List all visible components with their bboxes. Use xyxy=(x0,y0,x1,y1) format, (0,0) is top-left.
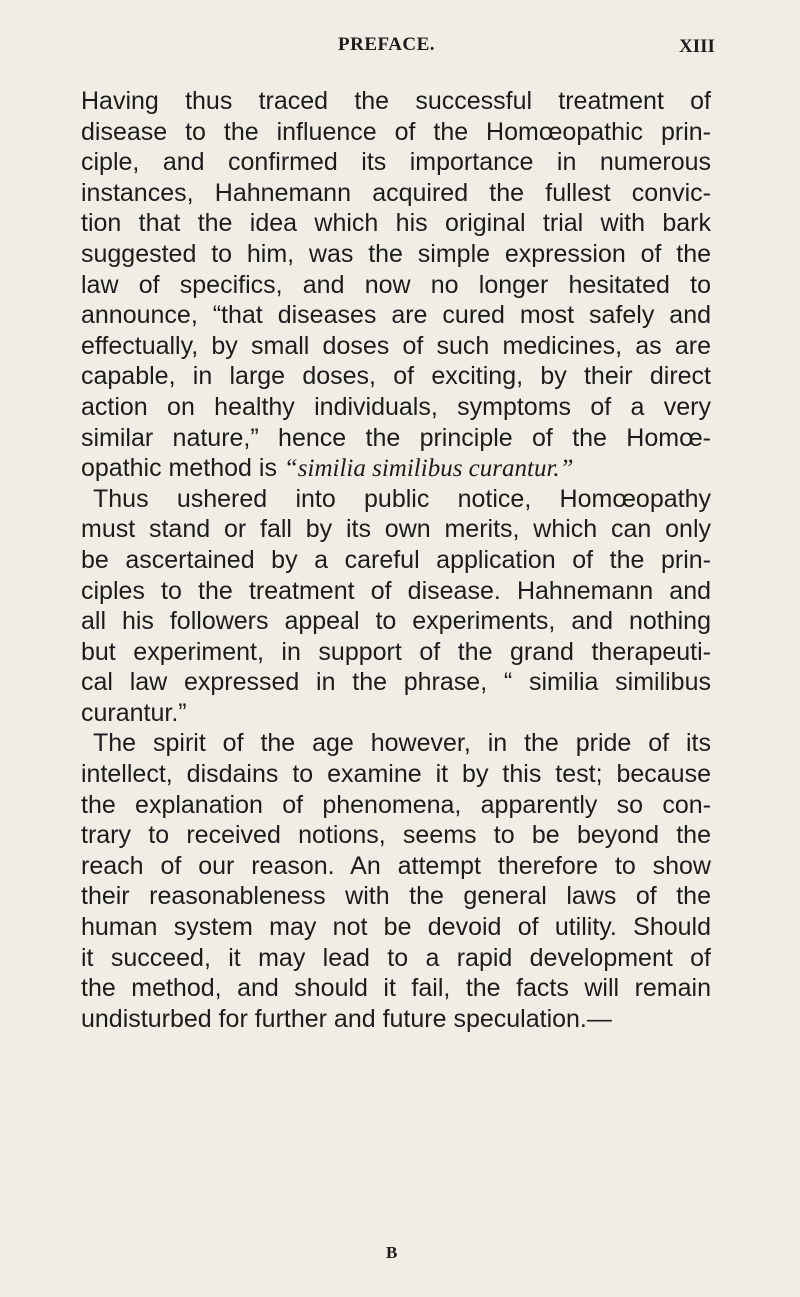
text-line: it succeed, it may lead to a rapid development of xyxy=(81,943,711,972)
latin-phrase-line xyxy=(81,453,711,484)
text-line: effectually, by small doses of such medicines, as are xyxy=(81,331,711,360)
latin-phrase: “similia similibus curantur.” xyxy=(283,455,574,483)
text-line: their reasonableness with the general laws of the xyxy=(81,882,711,911)
latin-line-prefix: opathic method is xyxy=(81,454,284,483)
text-line: disease to the influence of the Homœopathic prin- xyxy=(81,117,711,146)
text-line: trary to received notions, seems to be beyond the xyxy=(81,821,711,850)
text-line: undisturbed for further and future speculation.— xyxy=(81,1004,612,1033)
text-line: Thus ushered into public notice, Homœopathy xyxy=(93,484,711,513)
running-head xyxy=(0,34,800,64)
text-line: reach of our reason. An attempt therefore to show xyxy=(81,851,711,880)
text-line: law of specifics, and now no longer hesitated to xyxy=(81,270,711,299)
text-line: the method, and should it fail, the facts will remain xyxy=(81,974,711,1003)
text-line: Having thus traced the successful treatment of xyxy=(81,87,711,115)
text-line: similar nature,” hence the principle of the Homœ- xyxy=(81,423,711,452)
text-line: human system may not be devoid of utility. Should xyxy=(81,913,711,942)
text-line: all his followers appeal to experiments, and nothing xyxy=(81,607,711,636)
body-text xyxy=(81,86,711,1034)
text-line: suggested to him, was the simple expression of the xyxy=(81,239,711,268)
text-line: ciples to the treatment of disease. Hahnemann and xyxy=(81,576,711,605)
text-line: cal law expressed in the phrase, “ similia similibus xyxy=(81,668,711,697)
text-line: ciple, and confirmed its importance in numerous xyxy=(81,148,711,177)
text-line: tion that the idea which his original trial with bark xyxy=(81,209,711,238)
text-line: the explanation of phenomena, apparently so con- xyxy=(81,790,711,819)
text-line: action on healthy individuals, symptoms of a very xyxy=(81,392,711,421)
text-line: announce, “that diseases are cured most safely and xyxy=(81,301,711,330)
text-line: intellect, disdains to examine it by this test; because xyxy=(81,760,711,789)
text-line: be ascertained by a careful application of the prin- xyxy=(81,545,711,574)
signature-mark: B xyxy=(386,1243,398,1262)
text-line: capable, in large doses, of exciting, by their direct xyxy=(81,362,711,391)
text-line: but experiment, in support of the grand therapeuti- xyxy=(81,637,711,666)
text-line: must stand or fall by its own merits, which can only xyxy=(81,515,711,544)
text-line: curantur.” xyxy=(81,698,187,727)
page-number: XIII xyxy=(679,36,715,57)
text-line: The spirit of the age however, in the pride of its xyxy=(93,729,711,758)
text-line: instances, Hahnemann acquired the fullest convic- xyxy=(81,178,711,207)
running-head-title: PREFACE. xyxy=(338,34,436,55)
